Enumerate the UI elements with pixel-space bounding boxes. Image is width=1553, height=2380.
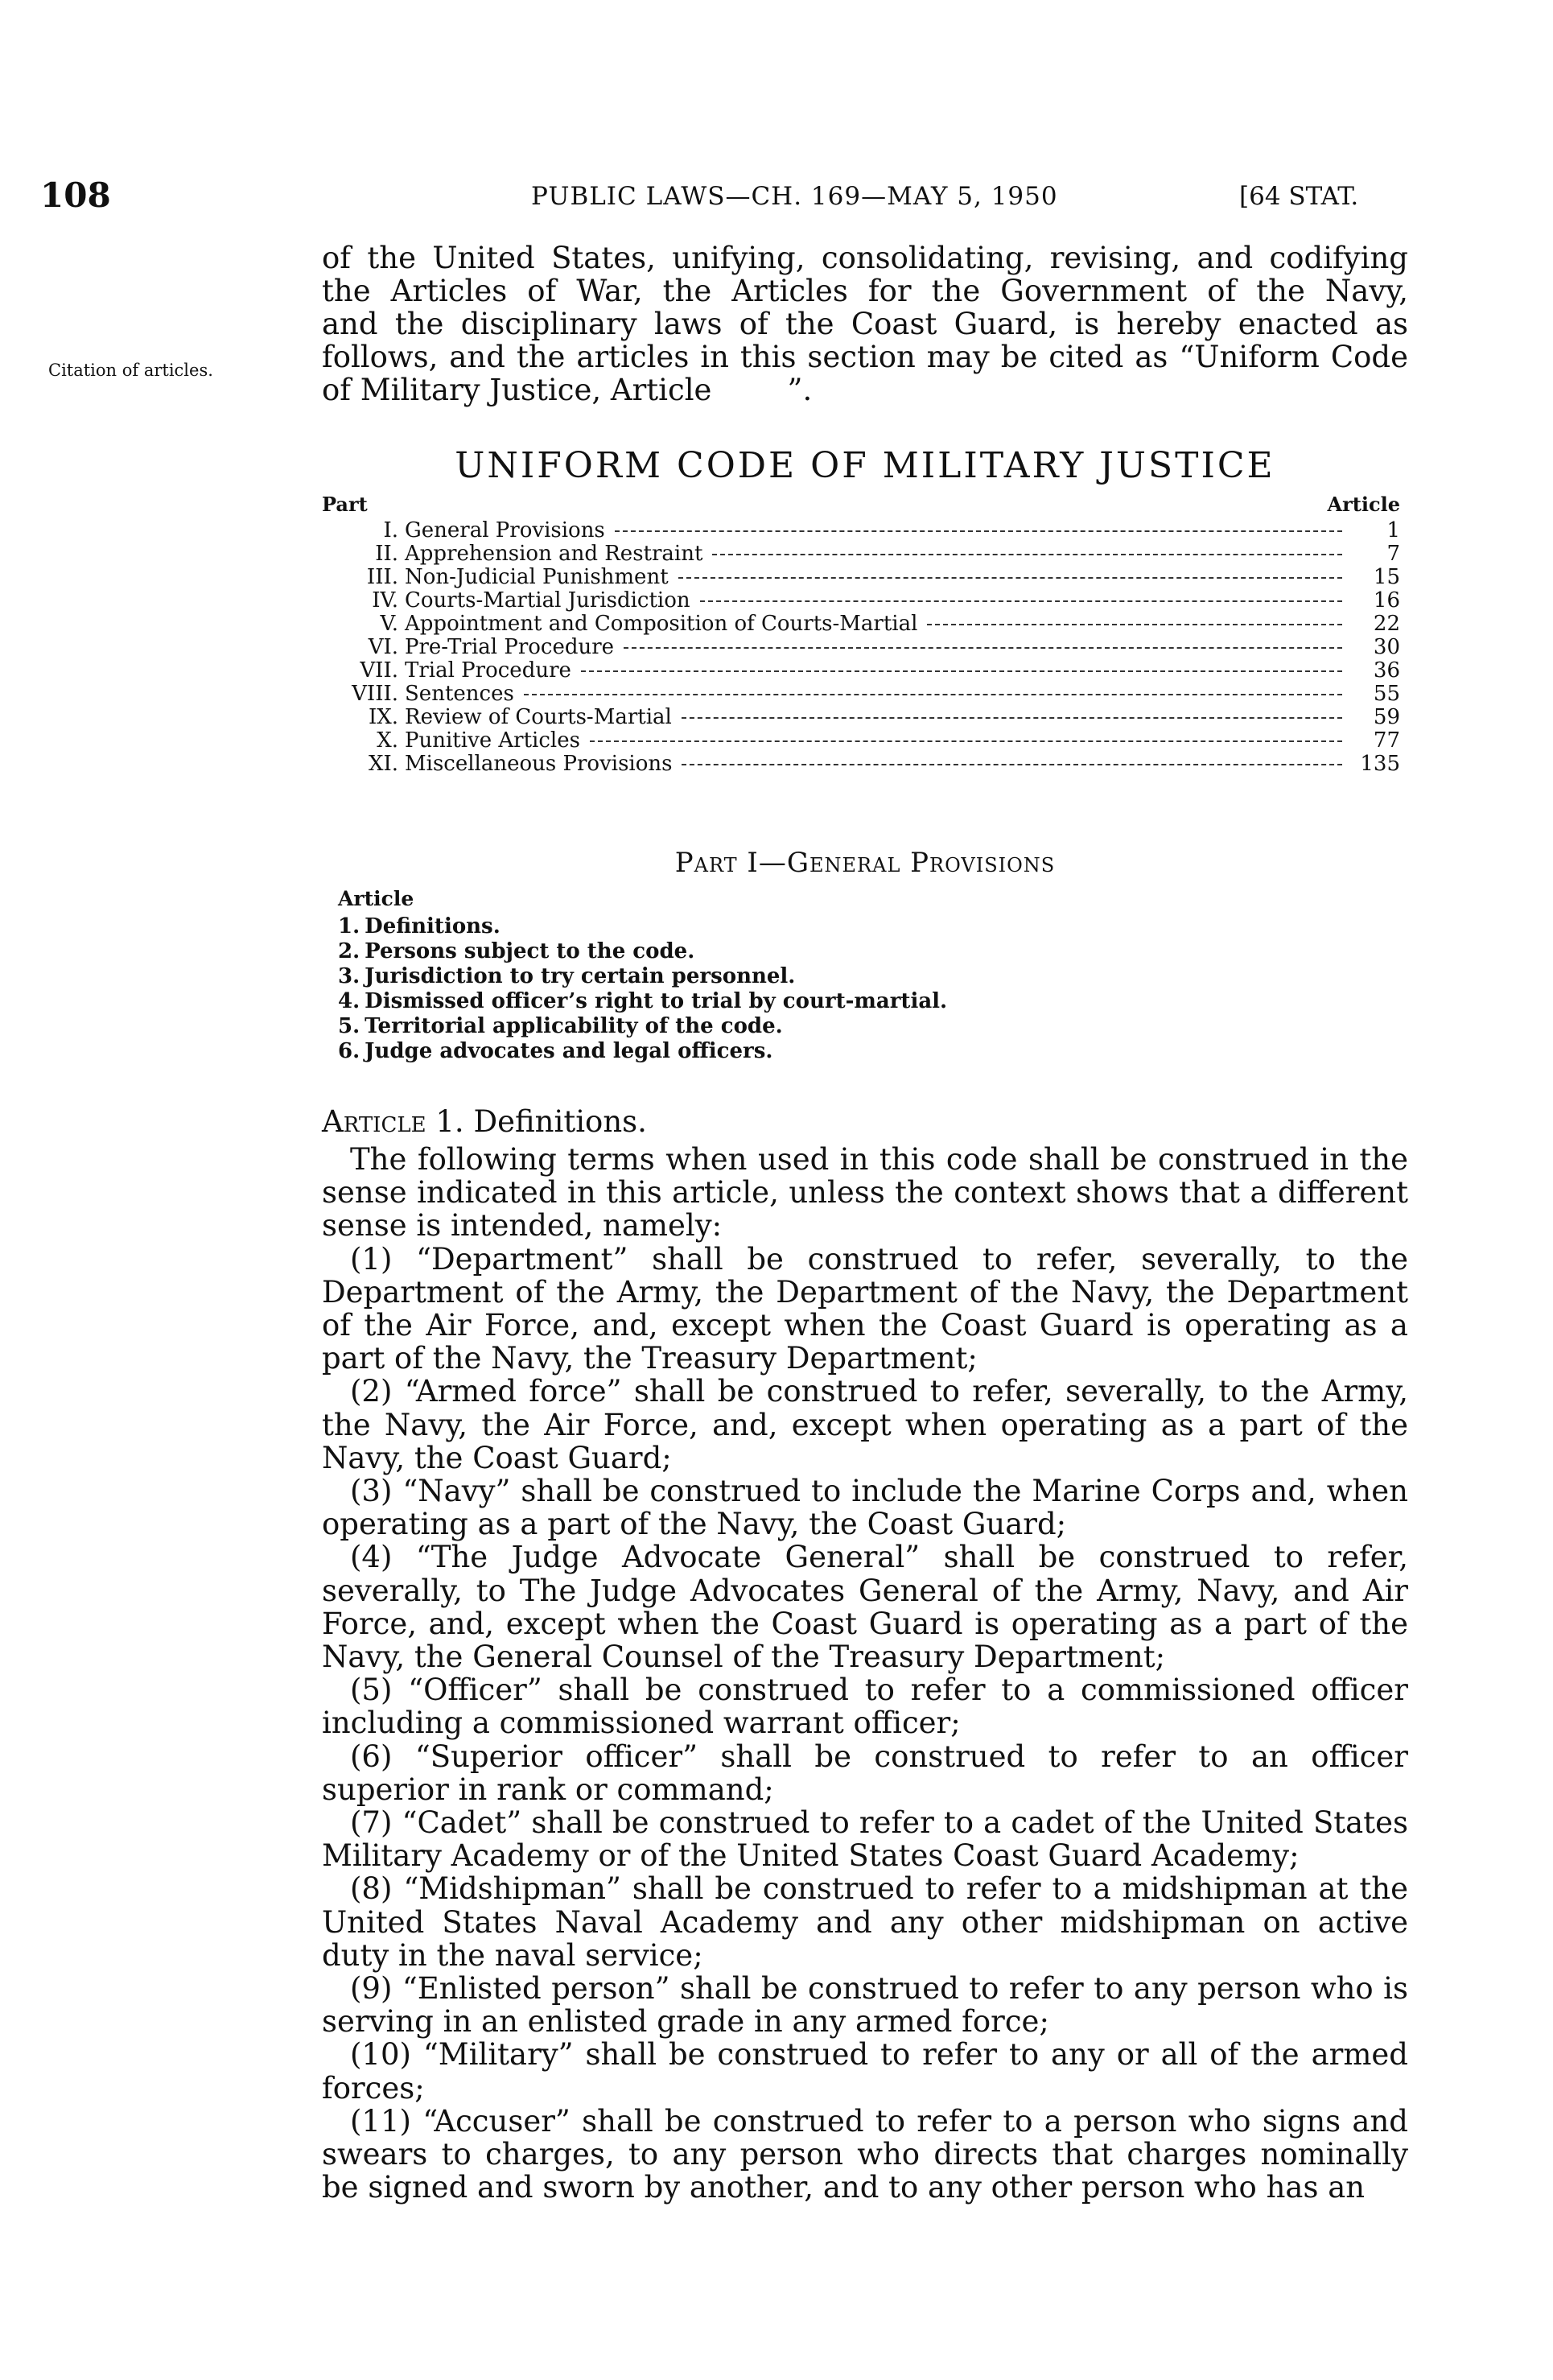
definition-paragraph: (8) “Midshipman” shall be construed to refer to a midshipman at the United States Naval Academy and any other midshipman on active duty in the naval service; <box>322 1871 1408 1973</box>
toc-part-name: Non-Judicial Punishment <box>405 565 669 589</box>
table-of-contents <box>322 519 1400 776</box>
definition-paragraph: (5) “Officer” shall be construed to refer to a commissioned officer including a commissioned warrant officer; <box>322 1673 1408 1741</box>
definition-paragraph: (10) “Military” shall be construed to refer to any or all of the armed forces; <box>322 2037 1408 2106</box>
toc-part-label: Part <box>322 493 368 516</box>
article-number: 5. <box>338 1014 360 1038</box>
toc-header <box>322 493 1400 516</box>
toc-article-number: 16 <box>1373 588 1400 613</box>
toc-article-number: 7 <box>1386 542 1400 566</box>
toc-leader <box>682 764 1342 765</box>
toc-part-number: V. <box>380 612 398 636</box>
toc-part-name: Punitive Articles <box>405 728 580 753</box>
article-title: Dismissed officer’s right to trial by court-martial. <box>365 989 948 1013</box>
toc-article-number: 59 <box>1373 705 1400 729</box>
intro-line: the Articles of War, the Articles for the Government of the Navy, <box>322 274 1408 308</box>
article-list-item <box>338 1039 952 1064</box>
definition-paragraph: (2) “Armed force” shall be construed to refer, severally, to the Army, the Navy, the Air Force, and, except when operating as a part of the Navy, the Coast Guard; <box>322 1374 1408 1475</box>
toc-part-number: VII. <box>360 658 398 683</box>
margin-note: Citation of articles. <box>48 361 213 380</box>
toc-row <box>322 519 1400 542</box>
article-number: 2. <box>338 939 360 963</box>
article-1-body <box>322 1143 1408 2205</box>
toc-row <box>322 613 1400 636</box>
toc-part-name: Courts-Martial Jurisdiction <box>405 588 690 613</box>
article-title: Territorial applicability of the code. <box>365 1014 783 1038</box>
intro-line: of Military Justice, Article ”. <box>322 373 813 407</box>
toc-article-label: Article <box>1327 493 1400 516</box>
article-1-heading <box>322 1104 647 1139</box>
toc-row <box>322 636 1400 659</box>
article-1-label: Article <box>322 1104 426 1139</box>
toc-article-number: 22 <box>1373 612 1400 636</box>
toc-article-number: 36 <box>1373 658 1400 683</box>
toc-leader <box>700 600 1342 602</box>
toc-row <box>322 589 1400 613</box>
toc-part-number: III. <box>366 565 398 589</box>
toc-part-name: Apprehension and Restraint <box>405 542 703 566</box>
toc-leader <box>712 554 1342 555</box>
toc-row <box>322 706 1400 729</box>
article-list-item <box>338 914 952 939</box>
toc-row <box>322 729 1400 753</box>
volume-reference: [64 STAT. <box>1239 182 1359 211</box>
definition-paragraph: (6) “Superior officer” shall be construed to refer to an officer superior in rank or command; <box>322 1739 1408 1807</box>
definition-paragraph: (3) “Navy” shall be construed to include the Marine Corps and, when operating as a part of the Navy, the Coast Guard; <box>322 1474 1408 1542</box>
article-title: Persons subject to the code. <box>365 939 695 963</box>
definition-paragraph: (1) “Department” shall be construed to refer, severally, to the Department of the Army, the Department of the Navy, the Department of the Air Force, and, except when the Coast Guard is operating as a part of the Navy, the Treasury Department; <box>322 1241 1408 1376</box>
running-head: PUBLIC LAWS—CH. 169—MAY 5, 1950 <box>531 182 1058 211</box>
article-list-item <box>338 939 952 964</box>
toc-leader <box>927 624 1342 625</box>
definition-paragraph: The following terms when used in this code shall be construed in the sense indicated in this article, unless the context shows that a different sense is intended, namely: <box>322 1142 1408 1244</box>
intro-line: and the disciplinary laws of the Coast Guard, is hereby enacted as <box>322 307 1408 341</box>
toc-article-number: 15 <box>1373 565 1400 589</box>
article-1-number: 1. <box>435 1104 464 1139</box>
toc-leader <box>624 647 1342 649</box>
toc-part-number: VIII. <box>352 682 398 706</box>
toc-part-number: II. <box>375 542 398 566</box>
article-list-item <box>338 964 952 989</box>
toc-article-number: 30 <box>1373 635 1400 659</box>
intro-line: follows, and the articles in this section may be cited as “Uniform Code <box>322 340 1408 374</box>
toc-article-number: 135 <box>1360 752 1400 776</box>
intro-line: of the United States, unifying, consolidating, revising, and codifying <box>322 241 1408 275</box>
toc-part-name: Pre-Trial Procedure <box>405 635 615 659</box>
article-1-title: Definitions. <box>473 1104 647 1139</box>
definition-paragraph: (11) “Accuser” shall be construed to refer to a person who signs and swears to charges, to any person who directs that charges nominally be signed and sworn by another, and to any other person who has an <box>322 2103 1408 2205</box>
article-number: 1. <box>338 914 360 938</box>
toc-part-number: XI. <box>368 752 398 776</box>
toc-row <box>322 683 1400 706</box>
toc-leader <box>581 670 1342 672</box>
article-title: Judge advocates and legal officers. <box>365 1039 773 1063</box>
toc-leader <box>678 577 1342 579</box>
definition-paragraph: (9) “Enlisted person” shall be construed to refer to any person who is serving in an enlisted grade in any armed force; <box>322 1971 1408 2040</box>
article-list-item <box>338 1014 952 1039</box>
article-title: Jurisdiction to try certain personnel. <box>365 964 796 988</box>
toc-leader <box>590 740 1342 742</box>
article-list-label: Article <box>338 887 414 910</box>
code-title: UNIFORM CODE OF MILITARY JUSTICE <box>455 445 1275 486</box>
article-number: 6. <box>338 1039 360 1063</box>
toc-article-number: 77 <box>1373 728 1400 753</box>
definition-paragraph: (7) “Cadet” shall be construed to refer to a cadet of the United States Military Academy or of the United States Coast Guard Academy; <box>322 1805 1408 1874</box>
intro-paragraph <box>322 241 1408 406</box>
toc-row <box>322 659 1400 683</box>
article-list-item <box>338 989 952 1014</box>
toc-part-number: X. <box>377 728 398 753</box>
part-title: Part I—General Provisions <box>674 847 1056 879</box>
toc-row <box>322 542 1400 566</box>
toc-part-name: Trial Procedure <box>405 658 571 683</box>
toc-part-number: I. <box>383 518 398 542</box>
toc-leader <box>524 694 1342 695</box>
toc-part-name: Miscellaneous Provisions <box>405 752 673 776</box>
page-number: 108 <box>40 175 111 215</box>
toc-part-name: Review of Courts-Martial <box>405 705 672 729</box>
toc-part-name: General Provisions <box>405 518 605 542</box>
definition-paragraph: (4) “The Judge Advocate General” shall be construed to refer, severally, to The Judge Advocates General of the Army, Navy, and Air Force, and, except when the Coast Guard is operating as a part of the Navy, the General Counsel of the Treasury Department; <box>322 1540 1408 1675</box>
toc-part-name: Appointment and Composition of Courts-Martial <box>405 612 918 636</box>
article-list <box>338 914 952 1064</box>
toc-leader <box>615 530 1342 532</box>
toc-row <box>322 566 1400 589</box>
article-number: 4. <box>338 989 360 1013</box>
toc-part-number: VI. <box>368 635 398 659</box>
toc-article-number: 55 <box>1373 682 1400 706</box>
toc-part-number: IX. <box>368 705 398 729</box>
toc-part-name: Sentences <box>405 682 514 706</box>
article-title: Definitions. <box>365 914 501 938</box>
toc-part-number: IV. <box>372 588 398 613</box>
toc-row <box>322 753 1400 776</box>
toc-article-number: 1 <box>1386 518 1400 542</box>
article-number: 3. <box>338 964 360 988</box>
toc-leader <box>682 717 1342 719</box>
